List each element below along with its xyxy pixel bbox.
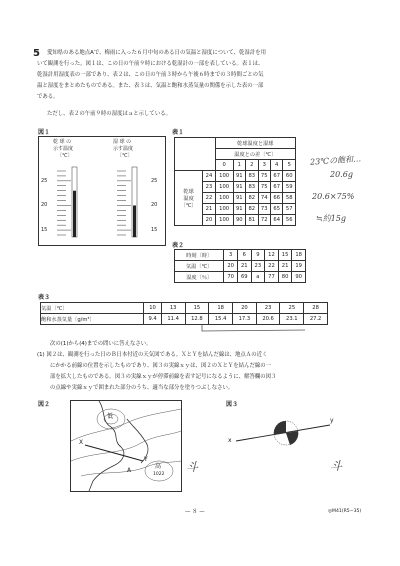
handwritten-note-4: ≒約15g bbox=[316, 214, 347, 223]
table1-cell: 82 bbox=[246, 204, 258, 215]
table1-diff-4: 4 bbox=[270, 160, 282, 171]
table1-cell: 74 bbox=[258, 193, 270, 204]
table1-cell: 91 bbox=[233, 182, 245, 193]
table3-vapor-cell: 12.8 bbox=[185, 314, 209, 325]
figure3-diagram bbox=[228, 405, 338, 460]
table1-header-sub: 温度との差〔℃〕 bbox=[215, 149, 295, 160]
table1-cell: 100 bbox=[215, 171, 233, 182]
table3-temps-cell: 25 bbox=[280, 303, 304, 314]
weather-map-drawing bbox=[71, 401, 181, 491]
table1-cell: 60 bbox=[283, 171, 296, 182]
handwritten-note-1: 23℃の飽和… bbox=[309, 154, 362, 167]
table3-vapor-cell: 11.4 bbox=[161, 314, 185, 325]
instructions: 次の(1)から(4)までの問いに答えなさい。 bbox=[50, 341, 152, 347]
table1-temp-cell: 22 bbox=[203, 193, 215, 204]
table2-temps-cell: 19 bbox=[292, 261, 306, 272]
table2-times-cell: 3 bbox=[224, 250, 238, 261]
table1-cell: 100 bbox=[215, 193, 233, 204]
figure3-y-label: y bbox=[330, 417, 334, 424]
table1-cell: 82 bbox=[246, 193, 258, 204]
intro-line-2: いて観測を行った。図１は、この日の午前９時における乾湿計の一部を表している。表１は、 bbox=[37, 61, 264, 67]
table3-temps-cell: 13 bbox=[161, 303, 185, 314]
handwritten-note-2: 20.6g bbox=[330, 170, 353, 179]
map-low-label: 低 bbox=[107, 413, 114, 420]
table3-head2: 飽和水蒸気量〔g/m³〕 bbox=[41, 314, 144, 325]
table1-temp-cell: 21 bbox=[203, 204, 215, 215]
table3-vapor-cell: 23.1 bbox=[280, 314, 304, 325]
thermo-liquid bbox=[73, 191, 76, 237]
figure3-label: 図３ bbox=[226, 401, 239, 408]
table1-cell: 57 bbox=[283, 204, 296, 215]
table1-cell: 75 bbox=[258, 171, 270, 182]
q1-line-4: の点線や実線ｘｙで囲まれた部分のうち、適当な部分を塗りつぶしなさい。 bbox=[50, 385, 234, 391]
table1-diff-1: 1 bbox=[233, 160, 245, 171]
table1-cell: 100 bbox=[215, 215, 233, 226]
table1-cell: 73 bbox=[258, 204, 270, 215]
table2-temps-cell: 23 bbox=[251, 261, 265, 272]
dry-title-2: 示す温度 bbox=[53, 146, 74, 152]
table1-row-label bbox=[175, 171, 203, 226]
table1-temp-cell: 23 bbox=[203, 182, 215, 193]
table3-vapor-cell: 9.4 bbox=[144, 314, 161, 325]
table1-cell: 67 bbox=[270, 171, 282, 182]
table3-head1: 気温〔℃〕 bbox=[41, 303, 144, 314]
wet-title-2: 示す温度 bbox=[113, 146, 134, 152]
table1-diff-5: 5 bbox=[283, 160, 296, 171]
q1-line-3: 部を拡大したものである。図３の実線ｘｙが停滞前線を表す記号になるように、解答欄の図３ bbox=[50, 374, 277, 380]
page-code: ◎M41(R5−35) bbox=[328, 509, 362, 514]
table2-row-head-2: 湿度〔％〕 bbox=[175, 272, 224, 283]
table2-humidity-cell: a bbox=[251, 272, 265, 283]
map-x-label: X bbox=[79, 439, 84, 446]
thermometers bbox=[39, 137, 165, 245]
table2-temps-cell: 21 bbox=[278, 261, 292, 272]
q1-line-1: (1) 図２は、観測を行った日のＢ日本付近の天気図である。ＸとＹを結んだ線は、地点Ａの近く bbox=[37, 352, 268, 358]
table1-cell: 83 bbox=[246, 182, 258, 193]
question-number: 5 bbox=[33, 48, 40, 59]
table2-temps-cell: 21 bbox=[237, 261, 251, 272]
table1-cell: 56 bbox=[283, 215, 296, 226]
table1-cell: 100 bbox=[215, 204, 233, 215]
intro-line-6: ただし、表２の午前９時の湿度はａと示している。 bbox=[47, 111, 171, 117]
handwritten-note-3: 20.6×75% bbox=[312, 192, 355, 201]
pencil-underline-mark bbox=[200, 322, 310, 334]
figure2-label: 図２ bbox=[38, 401, 51, 408]
handwritten-mark-1: 斗 bbox=[186, 460, 199, 474]
table2-humidity-cell: 70 bbox=[224, 272, 238, 283]
table3-label: 表３ bbox=[38, 294, 51, 301]
table2-times-cell: 18 bbox=[292, 250, 306, 261]
q1-line-2: にかかる前線の位置を示したものであり、図３の実線ｘｙは、図２のＸとＹを結んだ線の一 bbox=[50, 363, 272, 369]
wet-title-1: 湿 球 の bbox=[113, 139, 132, 145]
table3-temps-cell: 10 bbox=[144, 303, 161, 314]
map-y-label: Y bbox=[144, 456, 148, 463]
table3-vapor-cell: 20.6 bbox=[256, 314, 280, 325]
table3-temps-cell: 20 bbox=[233, 303, 257, 314]
intro-line-3: 乾湿計用湿度表の一部であり、表２は、この日の午前３時から午後６時までの３時間ごとの気 bbox=[37, 72, 264, 78]
table1-cell: 90 bbox=[233, 215, 245, 226]
intro-line-4: 温と湿度をまとめたものである。また、表３は、気温と飽和水蒸気量の関係を示した表の一部 bbox=[37, 83, 264, 89]
dry-tick-15: 15 bbox=[41, 227, 48, 233]
table1-cell: 58 bbox=[283, 193, 296, 204]
map-high-label: 高 bbox=[155, 463, 162, 470]
dry-tick-25: 25 bbox=[41, 178, 48, 184]
table1-cell: 65 bbox=[270, 204, 282, 215]
dry-tick-20: 20 bbox=[41, 202, 48, 208]
table2-humidity-cell: 69 bbox=[237, 272, 251, 283]
handwritten-mark-2: 斗 bbox=[330, 459, 343, 473]
table2-times-cell: 6 bbox=[237, 250, 251, 261]
table1-label: 表１ bbox=[172, 129, 185, 136]
table1-cell: 81 bbox=[246, 215, 258, 226]
table1-temp-cell: 20 bbox=[203, 215, 215, 226]
intro-line-1: 愛知県のある地点Aで、梅雨に入った６月中旬のある日の気温と湿度について、乾湿計を用 bbox=[47, 50, 266, 56]
table1 bbox=[174, 137, 296, 226]
table1-row-label-2: 〔℃〕 bbox=[180, 202, 197, 209]
map-high-value: 1022 bbox=[153, 472, 165, 477]
wet-title-3: 〔℃〕 bbox=[117, 153, 133, 159]
figure1-frame bbox=[38, 136, 166, 246]
table1-cell: 91 bbox=[233, 171, 245, 182]
table1-cell: 83 bbox=[246, 171, 258, 182]
table1-cell: 100 bbox=[215, 182, 233, 193]
table2-humidity-cell: 77 bbox=[265, 272, 279, 283]
table1-cell: 75 bbox=[258, 182, 270, 193]
table3-temps-cell: 15 bbox=[185, 303, 209, 314]
wet-tick-20: 20 bbox=[151, 202, 158, 208]
intro-line-5: である。 bbox=[37, 94, 59, 100]
table2-humidity-cell: 90 bbox=[292, 272, 306, 283]
dry-title-3: 〔℃〕 bbox=[57, 153, 73, 159]
table3-temps-cell: 23 bbox=[256, 303, 280, 314]
page-number: — ８ — bbox=[185, 509, 205, 515]
wet-tick-15: 15 bbox=[151, 227, 158, 233]
map-a-label: A bbox=[127, 467, 132, 474]
table1-row-label-1: 温度 bbox=[183, 195, 194, 202]
table2-label: 表２ bbox=[172, 242, 185, 249]
table2-times-cell: 12 bbox=[265, 250, 279, 261]
table3-temps-cell: 28 bbox=[304, 303, 328, 314]
table1-diff-0: 0 bbox=[215, 160, 233, 171]
table3-temps-cell: 18 bbox=[209, 303, 233, 314]
table1-cell: 91 bbox=[233, 193, 245, 204]
table1-diff-2: 2 bbox=[246, 160, 258, 171]
wet-tick-25: 25 bbox=[151, 178, 158, 184]
table3-vapor-cell: 15.4 bbox=[209, 314, 233, 325]
table2-row-head-1: 気温〔℃〕 bbox=[175, 261, 224, 272]
table1-header-top: 乾球温度と湿球 bbox=[215, 138, 295, 149]
table2-times-cell: 9 bbox=[251, 250, 265, 261]
table1-diff-3: 3 bbox=[258, 160, 270, 171]
table1-cell: 67 bbox=[270, 182, 282, 193]
figure3-drawing bbox=[228, 405, 338, 460]
table2-row-head-0: 時刻〔時〕 bbox=[175, 250, 224, 261]
figure1-label: 図１ bbox=[38, 129, 51, 136]
table1-row-label-0: 乾球 bbox=[183, 188, 194, 195]
table2-temps-cell: 22 bbox=[265, 261, 279, 272]
table1-cell: 66 bbox=[270, 193, 282, 204]
table1-cell: 59 bbox=[283, 182, 296, 193]
table2-times-cell: 15 bbox=[278, 250, 292, 261]
table2 bbox=[174, 249, 306, 283]
table1-temp-cell: 24 bbox=[203, 171, 215, 182]
table1-cell: 72 bbox=[258, 215, 270, 226]
figure3-x-label: x bbox=[228, 437, 232, 444]
table3-vapor-cell: 17.3 bbox=[233, 314, 257, 325]
table2-temps-cell: 20 bbox=[224, 261, 238, 272]
table1-cell: 91 bbox=[233, 204, 245, 215]
dry-title-1: 乾 球 の bbox=[53, 139, 72, 145]
table3-vapor-cell: 27.2 bbox=[304, 314, 328, 325]
weather-map bbox=[70, 400, 182, 492]
table2-humidity-cell: 80 bbox=[278, 272, 292, 283]
thermo-liquid bbox=[133, 205, 136, 237]
table1-cell: 64 bbox=[270, 215, 282, 226]
